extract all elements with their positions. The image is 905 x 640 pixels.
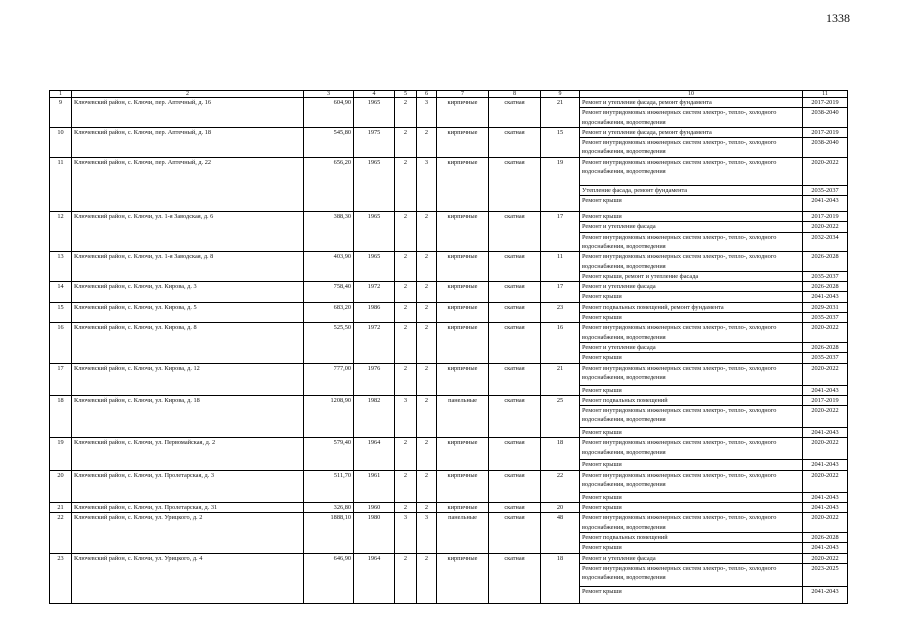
work-period: 2035-2037 — [803, 185, 848, 195]
wall-material: кирпичные — [437, 503, 489, 513]
entrances: 2 — [417, 323, 437, 363]
floors: 2 — [395, 302, 417, 323]
work-period: 2023-2025 — [803, 563, 848, 586]
work-period: 2041-2043 — [803, 543, 848, 553]
area: 758,40 — [304, 282, 354, 303]
roof-type: скатная — [489, 363, 541, 395]
work-type: Ремонт внутридомовых инженерных систем электро-, тепло-, холодного водоснабжения, водоотведения — [580, 323, 803, 343]
table-row — [50, 323, 848, 343]
column-number: 9 — [541, 91, 580, 98]
wall-material: кирпичные — [437, 212, 489, 252]
table-row — [50, 363, 848, 385]
work-period: 2017-2019 — [803, 395, 848, 405]
table-row — [50, 395, 848, 405]
work-period: 2026-2028 — [803, 282, 848, 292]
wall-material: панельные — [437, 513, 489, 553]
work-type: Ремонт подвальных помещений — [580, 532, 803, 542]
work-type: Ремонт крыши — [580, 313, 803, 323]
address: Ключевский район, с. Ключи, пер. Аптечный, д. 16 — [72, 98, 304, 128]
wall-material: кирпичные — [437, 302, 489, 323]
residents: 18 — [541, 553, 580, 603]
repair-program-table — [49, 90, 848, 604]
work-type: Ремонт и утепление фасада — [580, 282, 803, 292]
work-period: 2035-2037 — [803, 313, 848, 323]
work-type: Ремонт и утепление фасада, ремонт фундамента — [580, 98, 803, 108]
row-number: 18 — [50, 395, 72, 438]
column-number: 5 — [395, 91, 417, 98]
floors: 2 — [395, 323, 417, 363]
roof-type: скатная — [489, 503, 541, 513]
work-type: Ремонт внутридомовых инженерных систем электро-, тепло-, холодного водоснабжения, водоотведения — [580, 108, 803, 128]
table-row — [50, 503, 848, 513]
column-number: 6 — [417, 91, 437, 98]
column-number: 11 — [803, 91, 848, 98]
work-type: Ремонт внутридомовых инженерных систем электро-, тепло-, холодного водоснабжения, водоотведения — [580, 157, 803, 185]
table-row — [50, 438, 848, 460]
roof-type: скатная — [489, 212, 541, 252]
area: 656,20 — [304, 157, 354, 211]
entrances: 2 — [417, 252, 437, 282]
table-row — [50, 212, 848, 222]
address: Ключевский район, с. Ключи, ул. 1-я Заводская, д. 6 — [72, 212, 304, 252]
year-built: 1982 — [354, 395, 395, 438]
entrances: 2 — [417, 363, 437, 395]
year-built: 1972 — [354, 282, 395, 303]
floors: 2 — [395, 503, 417, 513]
address: Ключевский район, с. Ключи, ул. Пролетарская, д. 3 — [72, 470, 304, 502]
floors: 2 — [395, 282, 417, 303]
row-number: 22 — [50, 513, 72, 553]
area: 525,50 — [304, 323, 354, 363]
work-type: Ремонт крыши — [580, 212, 803, 222]
row-number: 20 — [50, 470, 72, 502]
table-body — [50, 91, 848, 604]
work-type: Ремонт внутридомовых инженерных систем электро-, тепло-, холодного водоснабжения, водоотведения — [580, 563, 803, 586]
floors: 3 — [395, 395, 417, 438]
address: Ключевский район, с. Ключи, пер. Аптечный, д. 22 — [72, 157, 304, 211]
work-period: 2041-2043 — [803, 460, 848, 470]
wall-material: кирпичные — [437, 127, 489, 157]
area: 1208,90 — [304, 395, 354, 438]
table-row — [50, 157, 848, 185]
work-type: Ремонт крыши — [580, 543, 803, 553]
entrances: 2 — [417, 282, 437, 303]
work-period: 2041-2043 — [803, 385, 848, 395]
year-built: 1965 — [354, 212, 395, 252]
residents: 48 — [541, 513, 580, 553]
work-type: Ремонт и утепление фасада — [580, 553, 803, 563]
work-type: Ремонт крыши, ремонт и утепление фасада — [580, 271, 803, 281]
work-period: 2041-2043 — [803, 428, 848, 438]
wall-material: панельные — [437, 395, 489, 438]
wall-material: кирпичные — [437, 157, 489, 211]
roof-type: скатная — [489, 127, 541, 157]
work-period: 2035-2037 — [803, 353, 848, 363]
row-number: 13 — [50, 252, 72, 282]
table-row — [50, 127, 848, 137]
residents: 17 — [541, 282, 580, 303]
roof-type: скатная — [489, 553, 541, 603]
work-type: Ремонт внутридомовых инженерных систем электро-, тепло-, холодного водоснабжения, водоотведения — [580, 252, 803, 272]
column-number: 4 — [354, 91, 395, 98]
area: 403,90 — [304, 252, 354, 282]
address: Ключевский район, с. Ключи, ул. 1-я Заводская, д. 8 — [72, 252, 304, 282]
entrances: 2 — [417, 395, 437, 438]
row-number: 14 — [50, 282, 72, 303]
work-type: Ремонт крыши — [580, 460, 803, 470]
row-number: 19 — [50, 438, 72, 470]
work-type: Ремонт крыши — [580, 292, 803, 302]
work-type: Ремонт крыши — [580, 385, 803, 395]
wall-material: кирпичные — [437, 252, 489, 282]
table-row — [50, 302, 848, 312]
address: Ключевский район, с. Ключи, ул. Пролетарская, д. 31 — [72, 503, 304, 513]
entrances: 2 — [417, 438, 437, 470]
wall-material: кирпичные — [437, 98, 489, 128]
work-type: Ремонт крыши — [580, 586, 803, 603]
table-row — [50, 513, 848, 533]
residents: 16 — [541, 323, 580, 363]
roof-type: скатная — [489, 157, 541, 211]
address: Ключевский район, с. Ключи, ул. Первомайская, д. 2 — [72, 438, 304, 470]
residents: 21 — [541, 98, 580, 128]
entrances: 3 — [417, 513, 437, 553]
work-type: Ремонт крыши — [580, 353, 803, 363]
area: 511,70 — [304, 470, 354, 502]
work-period: 2026-2028 — [803, 532, 848, 542]
wall-material: кирпичные — [437, 438, 489, 470]
year-built: 1986 — [354, 302, 395, 323]
area: 545,80 — [304, 127, 354, 157]
area: 388,30 — [304, 212, 354, 252]
work-period: 2020-2022 — [803, 323, 848, 343]
row-number: 12 — [50, 212, 72, 252]
roof-type: скатная — [489, 470, 541, 502]
column-number: 1 — [50, 91, 72, 98]
area: 326,80 — [304, 503, 354, 513]
area: 646,90 — [304, 553, 354, 603]
residents: 20 — [541, 503, 580, 513]
residents: 21 — [541, 363, 580, 395]
floors: 2 — [395, 438, 417, 470]
residents: 11 — [541, 252, 580, 282]
work-type: Ремонт и утепление фасада — [580, 222, 803, 232]
address: Ключевский район, с. Ключи, ул. Урицкого, д. 2 — [72, 513, 304, 553]
roof-type: скатная — [489, 252, 541, 282]
work-period: 2041-2043 — [803, 292, 848, 302]
work-period: 2041-2043 — [803, 492, 848, 502]
wall-material: кирпичные — [437, 363, 489, 395]
area: 777,00 — [304, 363, 354, 395]
roof-type: скатная — [489, 513, 541, 553]
wall-material: кирпичные — [437, 470, 489, 502]
row-number: 17 — [50, 363, 72, 395]
table-row — [50, 98, 848, 108]
row-number: 23 — [50, 553, 72, 603]
entrances: 3 — [417, 157, 437, 211]
column-number: 10 — [580, 91, 803, 98]
work-type: Ремонт крыши — [580, 492, 803, 502]
residents: 22 — [541, 470, 580, 502]
work-period: 2020-2022 — [803, 553, 848, 563]
residents: 25 — [541, 395, 580, 438]
roof-type: скатная — [489, 282, 541, 303]
year-built: 1972 — [354, 323, 395, 363]
page-number: 1338 — [826, 11, 850, 25]
area: 683,20 — [304, 302, 354, 323]
row-number: 16 — [50, 323, 72, 363]
year-built: 1975 — [354, 127, 395, 157]
work-period: 2032-2034 — [803, 232, 848, 252]
work-period: 2020-2022 — [803, 438, 848, 460]
work-period: 2026-2028 — [803, 342, 848, 352]
year-built: 1964 — [354, 553, 395, 603]
work-period: 2017-2019 — [803, 212, 848, 222]
column-number: 8 — [489, 91, 541, 98]
floors: 2 — [395, 470, 417, 502]
work-period: 2041-2043 — [803, 196, 848, 212]
work-type: Ремонт и утепление фасада, ремонт фундамента — [580, 127, 803, 137]
floors: 2 — [395, 157, 417, 211]
floors: 2 — [395, 553, 417, 603]
entrances: 2 — [417, 127, 437, 157]
work-type: Ремонт внутридомовых инженерных систем электро-, тепло-, холодного водоснабжения, водоотведения — [580, 406, 803, 428]
address: Ключевский район, с. Ключи, ул. Кирова, д. 5 — [72, 302, 304, 323]
row-number: 21 — [50, 503, 72, 513]
work-period: 2041-2043 — [803, 586, 848, 603]
year-built: 1965 — [354, 98, 395, 128]
table-row — [50, 282, 848, 292]
work-type: Ремонт внутридомовых инженерных систем электро-, тепло-, холодного водоснабжения, водоотведения — [580, 138, 803, 158]
work-period: 2020-2022 — [803, 513, 848, 533]
row-number: 15 — [50, 302, 72, 323]
table-row — [50, 553, 848, 563]
column-number: 2 — [72, 91, 304, 98]
work-period: 2020-2022 — [803, 363, 848, 385]
address: Ключевский район, с. Ключи, ул. Кирова, д. 3 — [72, 282, 304, 303]
address: Ключевский район, с. Ключи, ул. Кирова, д. 8 — [72, 323, 304, 363]
roof-type: скатная — [489, 438, 541, 470]
row-number: 11 — [50, 157, 72, 211]
wall-material: кирпичные — [437, 553, 489, 603]
column-number: 7 — [437, 91, 489, 98]
work-type: Ремонт подвальных помещений, ремонт фундамента — [580, 302, 803, 312]
floors: 2 — [395, 252, 417, 282]
row-number: 9 — [50, 98, 72, 128]
work-period: 2017-2019 — [803, 98, 848, 108]
work-type: Ремонт внутридомовых инженерных систем электро-, тепло-, холодного водоснабжения, водоотведения — [580, 513, 803, 533]
work-period: 2020-2022 — [803, 470, 848, 492]
year-built: 1961 — [354, 470, 395, 502]
area: 1888,10 — [304, 513, 354, 553]
roof-type: скатная — [489, 323, 541, 363]
work-type: Ремонт внутридомовых инженерных систем электро-, тепло-, холодного водоснабжения, водоотведения — [580, 232, 803, 252]
residents: 18 — [541, 438, 580, 470]
address: Ключевский район, с. Ключи, ул. Кирова, д. 12 — [72, 363, 304, 395]
roof-type: скатная — [489, 395, 541, 438]
area: 579,40 — [304, 438, 354, 470]
work-type: Ремонт внутридомовых инженерных систем электро-, тепло-, холодного водоснабжения, водоотведения — [580, 470, 803, 492]
work-period: 2041-2043 — [803, 503, 848, 513]
work-period: 2020-2022 — [803, 222, 848, 232]
residents: 19 — [541, 157, 580, 211]
residents: 15 — [541, 127, 580, 157]
work-type: Ремонт подвальных помещений — [580, 395, 803, 405]
work-type: Ремонт и утепление фасада — [580, 342, 803, 352]
roof-type: скатная — [489, 98, 541, 128]
year-built: 1980 — [354, 513, 395, 553]
row-number: 10 — [50, 127, 72, 157]
entrances: 3 — [417, 98, 437, 128]
entrances: 2 — [417, 470, 437, 502]
year-built: 1976 — [354, 363, 395, 395]
work-period: 2029-2031 — [803, 302, 848, 312]
year-built: 1965 — [354, 252, 395, 282]
work-period: 2026-2028 — [803, 252, 848, 272]
residents: 17 — [541, 212, 580, 252]
work-period: 2035-2037 — [803, 271, 848, 281]
entrances: 2 — [417, 212, 437, 252]
floors: 2 — [395, 212, 417, 252]
column-number: 3 — [304, 91, 354, 98]
work-type: Ремонт крыши — [580, 503, 803, 513]
work-period: 2038-2040 — [803, 138, 848, 158]
entrances: 2 — [417, 553, 437, 603]
work-period: 2017-2019 — [803, 127, 848, 137]
work-type: Утепление фасада, ремонт фундамента — [580, 185, 803, 195]
address: Ключевский район, с. Ключи, пер. Аптечный, д. 18 — [72, 127, 304, 157]
area: 604,90 — [304, 98, 354, 128]
entrances: 2 — [417, 503, 437, 513]
table-row — [50, 470, 848, 492]
table-row — [50, 252, 848, 272]
work-type: Ремонт внутридомовых инженерных систем электро-, тепло-, холодного водоснабжения, водоотведения — [580, 363, 803, 385]
year-built: 1964 — [354, 438, 395, 470]
floors: 2 — [395, 127, 417, 157]
work-period: 2020-2022 — [803, 157, 848, 185]
residents: 23 — [541, 302, 580, 323]
wall-material: кирпичные — [437, 323, 489, 363]
work-type: Ремонт крыши — [580, 196, 803, 212]
address: Ключевский район, с. Ключи, ул. Урицкого, д. 4 — [72, 553, 304, 603]
work-period: 2020-2022 — [803, 406, 848, 428]
address: Ключевский район, с. Ключи, ул. Кирова, д. 18 — [72, 395, 304, 438]
entrances: 2 — [417, 302, 437, 323]
year-built: 1965 — [354, 157, 395, 211]
floors: 3 — [395, 513, 417, 553]
work-type: Ремонт крыши — [580, 428, 803, 438]
year-built: 1960 — [354, 503, 395, 513]
wall-material: кирпичные — [437, 282, 489, 303]
floors: 2 — [395, 363, 417, 395]
work-period: 2038-2040 — [803, 108, 848, 128]
column-number-row — [50, 91, 848, 98]
roof-type: скатная — [489, 302, 541, 323]
work-type: Ремонт внутридомовых инженерных систем электро-, тепло-, холодного водоснабжения, водоотведения — [580, 438, 803, 460]
floors: 2 — [395, 98, 417, 128]
